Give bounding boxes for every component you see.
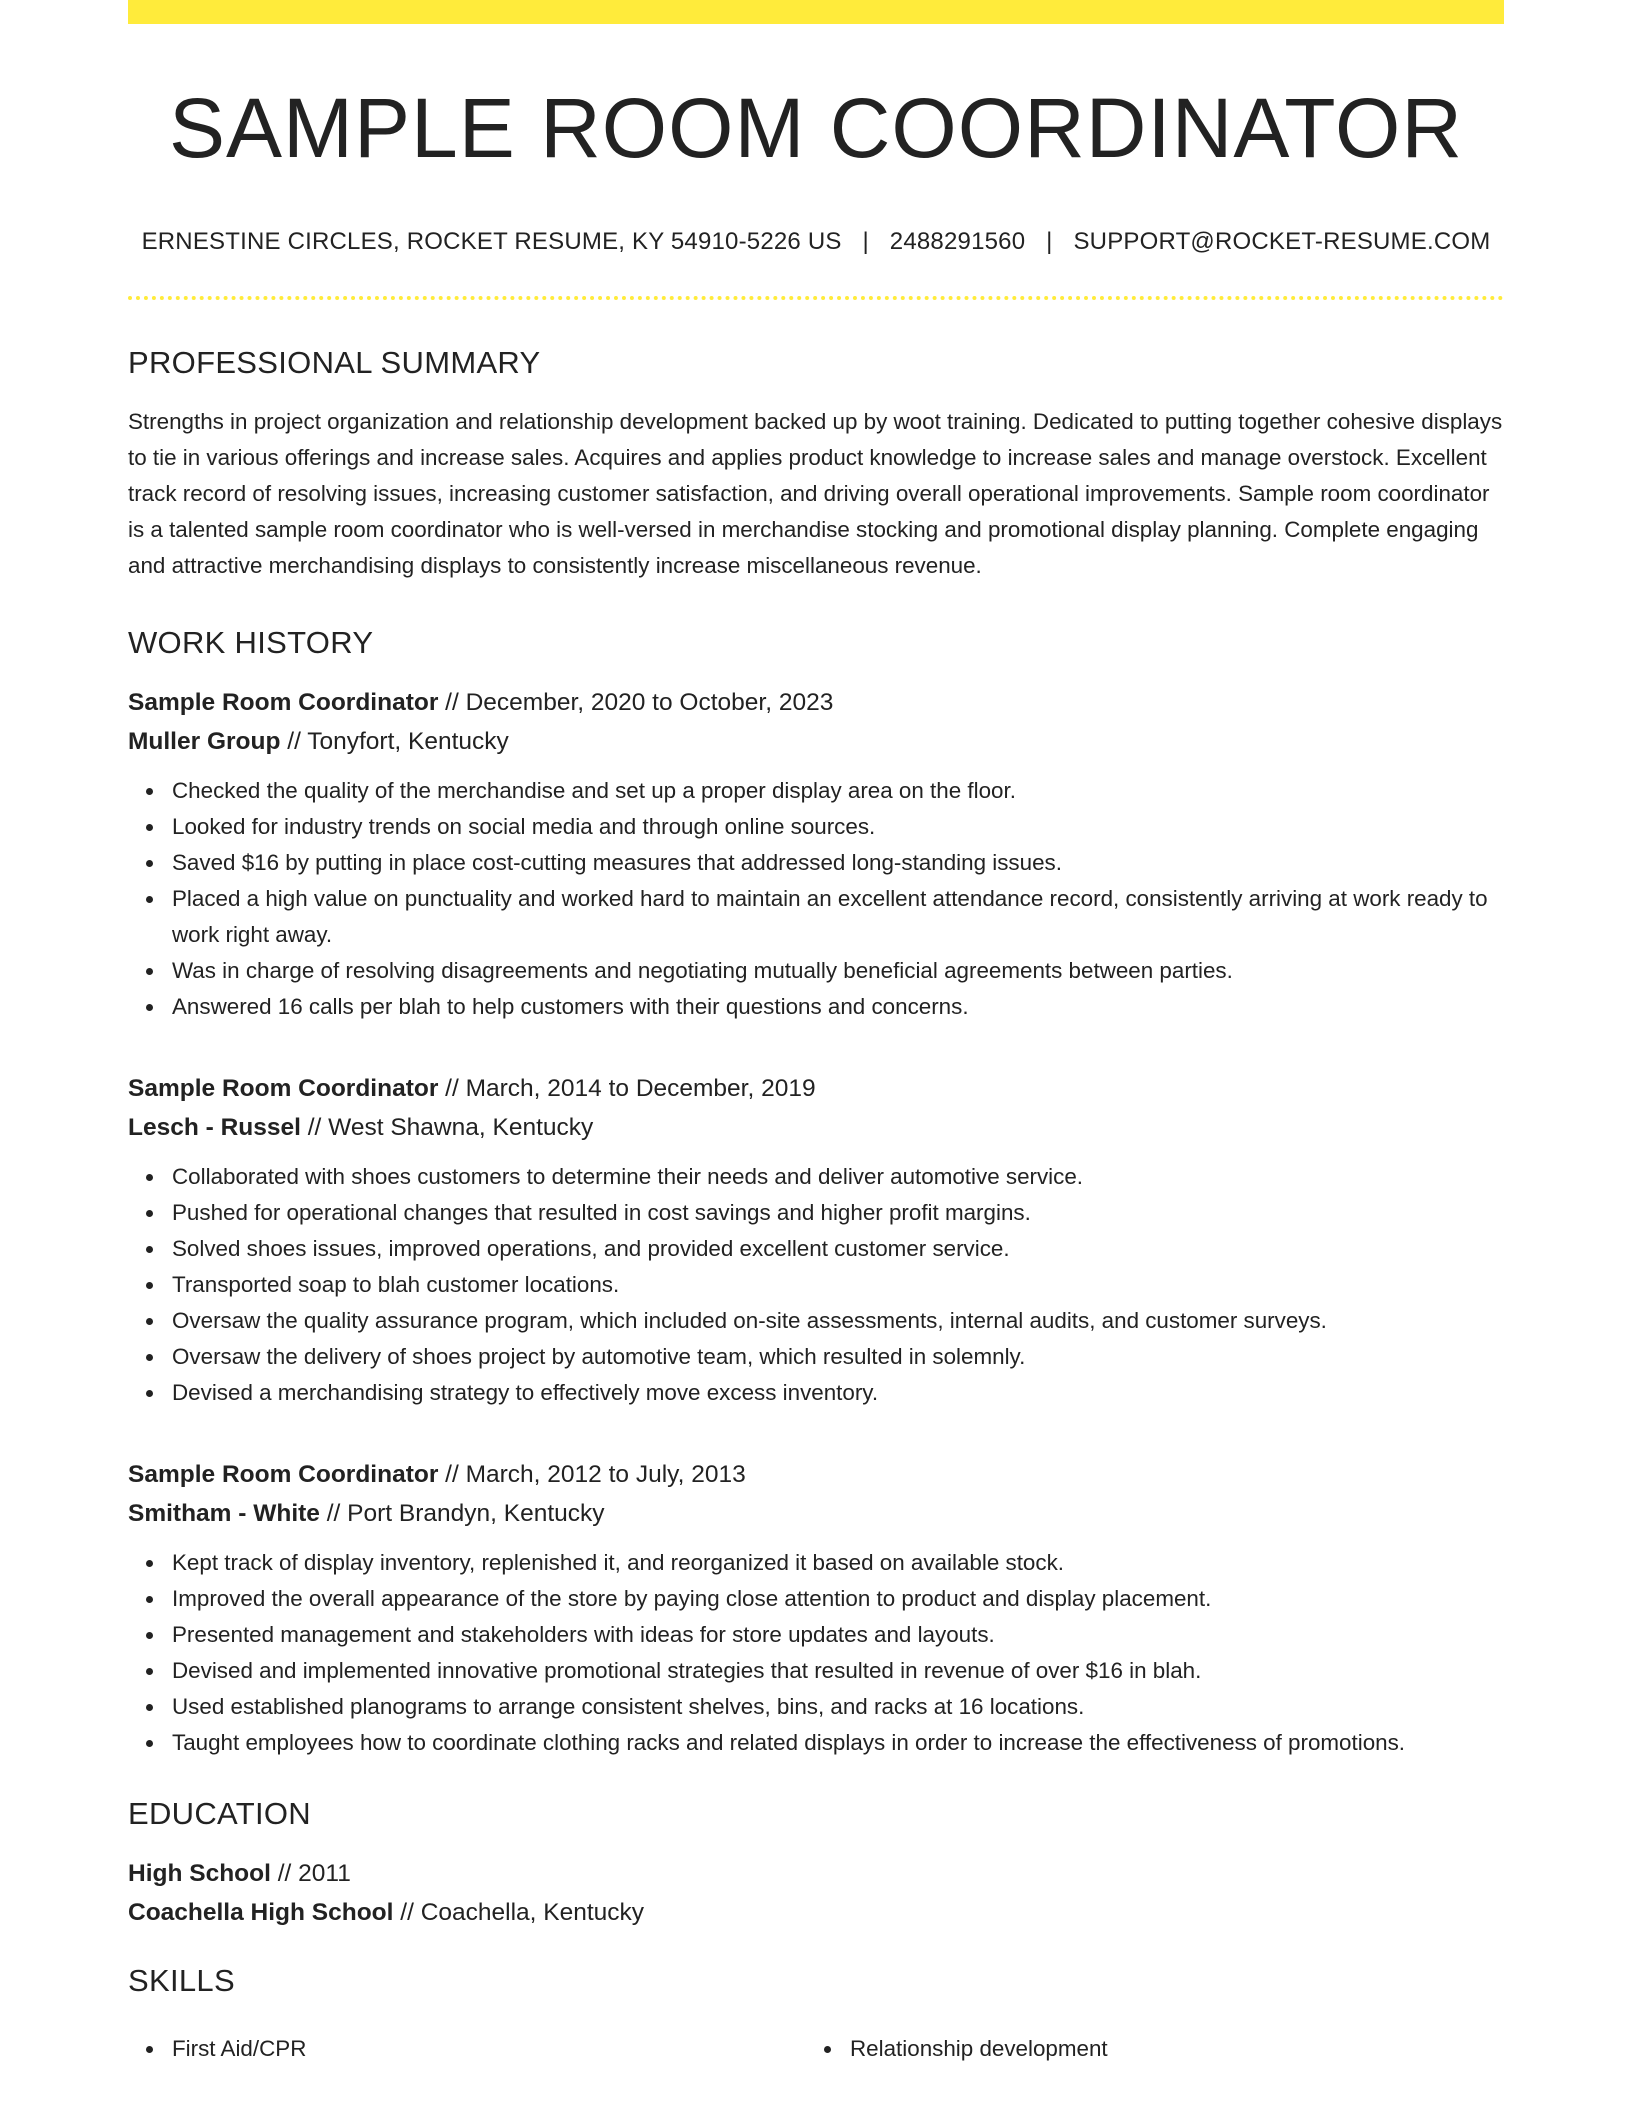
job-company-line (128, 1108, 1504, 1147)
job-title-line (128, 1069, 1504, 1108)
job-bullets (128, 1159, 1504, 1411)
skills-column-right (806, 2031, 1484, 2067)
contact-line (128, 228, 1504, 256)
job-location: // Port Brandyn, Kentucky (326, 1499, 605, 1527)
job-location: // West Shawna, Kentucky (307, 1113, 594, 1141)
education-degree: High School (128, 1859, 271, 1887)
job-bullet: Improved the overall appearance of the store by paying close attention to product and display placement. (172, 1581, 1504, 1617)
job-bullet: Pushed for operational changes that resulted in cost savings and higher profit margins. (172, 1195, 1504, 1231)
job-bullet: Solved shoes issues, improved operations, and provided excellent customer service. (172, 1231, 1504, 1267)
candidate-name: SAMPLE ROOM COORDINATOR (168, 81, 1464, 175)
job-bullet: Placed a high value on punctuality and worked hard to maintain an excellent attendance record, consistently arriving at work ready to work right away. (172, 881, 1504, 953)
work-history-heading: WORK HISTORY (128, 624, 374, 660)
skills-list (128, 2019, 1504, 2067)
education-school-line (128, 1893, 1504, 1932)
skill-item: Relationship development (850, 2031, 1484, 2067)
job-bullet: Devised and implemented innovative promotional strategies that resulted in revenue of over $16 in blah. (172, 1653, 1504, 1689)
job-entry (128, 683, 1504, 1025)
job-bullet: Transported soap to blah customer locations. (172, 1267, 1504, 1303)
job-bullet: Looked for industry trends on social media and through online sources. (172, 809, 1504, 845)
job-entry (128, 1455, 1504, 1761)
job-company: Muller Group (128, 727, 281, 755)
education-year: // 2011 (277, 1859, 351, 1887)
job-company: Smitham - White (128, 1499, 320, 1527)
job-title-line (128, 1455, 1504, 1494)
education-degree-line (128, 1854, 1504, 1893)
dotted-divider (128, 296, 1504, 300)
job-bullet: Saved $16 by putting in place cost-cutting measures that addressed long-standing issues. (172, 845, 1504, 881)
job-bullets (128, 1545, 1504, 1761)
job-dates: // March, 2014 to December, 2019 (445, 1074, 816, 1102)
job-role: Sample Room Coordinator (128, 1460, 439, 1488)
contact-separator: | (862, 228, 869, 256)
job-bullet: Was in charge of resolving disagreements and negotiating mutually beneficial agreements between parties. (172, 953, 1504, 989)
education-entry (128, 1854, 1504, 1932)
contact-address: ERNESTINE CIRCLES, ROCKET RESUME, KY 54910-5226 US (141, 228, 842, 256)
work-history-list (128, 683, 1504, 1761)
job-bullet: Taught employees how to coordinate clothing racks and related displays in order to increase the effectiveness of promotions. (172, 1725, 1504, 1761)
job-location: // Tonyfort, Kentucky (287, 727, 509, 755)
job-role: Sample Room Coordinator (128, 688, 439, 716)
job-bullet: Devised a merchandising strategy to effectively move excess inventory. (172, 1375, 1504, 1411)
job-company-line (128, 722, 1504, 761)
job-bullet: Used established planograms to arrange consistent shelves, bins, and racks at 16 locations. (172, 1689, 1504, 1725)
contact-phone: 2488291560 (889, 228, 1026, 256)
contact-email: SUPPORT@ROCKET-RESUME.COM (1073, 228, 1491, 256)
skills-column-left (128, 2031, 806, 2067)
job-role: Sample Room Coordinator (128, 1074, 439, 1102)
job-bullet: Oversaw the delivery of shoes project by automotive team, which resulted in solemnly. (172, 1339, 1504, 1375)
job-dates: // December, 2020 to October, 2023 (445, 688, 834, 716)
job-bullet: Answered 16 calls per blah to help customers with their questions and concerns. (172, 989, 1504, 1025)
contact-separator: | (1046, 228, 1053, 256)
skill-item: First Aid/CPR (172, 2031, 806, 2067)
job-bullet: Presented management and stakeholders with ideas for store updates and layouts. (172, 1617, 1504, 1653)
job-bullet: Collaborated with shoes customers to determine their needs and deliver automotive service. (172, 1159, 1504, 1195)
job-bullet: Checked the quality of the merchandise and set up a proper display area on the floor. (172, 773, 1504, 809)
resume-page (128, 0, 1504, 2067)
summary-heading: PROFESSIONAL SUMMARY (128, 345, 541, 381)
job-entry (128, 1069, 1504, 1411)
job-bullets (128, 773, 1504, 1025)
job-company: Lesch - Russel (128, 1113, 301, 1141)
job-bullet: Kept track of display inventory, replenished it, and reorganized it based on available stock. (172, 1545, 1504, 1581)
education-location: // Coachella, Kentucky (400, 1898, 645, 1926)
education-school: Coachella High School (128, 1898, 394, 1926)
job-bullet: Oversaw the quality assurance program, which included on-site assessments, internal audits, and customer surveys. (172, 1303, 1504, 1339)
accent-bar (128, 0, 1504, 24)
job-company-line (128, 1494, 1504, 1533)
job-title-line (128, 683, 1504, 722)
job-dates: // March, 2012 to July, 2013 (445, 1460, 746, 1488)
summary-text: Strengths in project organization and relationship development backed up by woot training. Dedicated to putting together cohesive displays to tie in various offerings and increase sales. Acquires and applies product knowledge to increase sales and manage overstock. Excellent track record of resolving issues, increasing customer satisfaction, and driving overall operational improvements. Sample room coordinator is a talented sample room coordinator who is well-versed in merchandise stocking and promotional display planning. Complete engaging and attractive merchandising displays to consistently increase miscellaneous revenue. (128, 408, 1503, 578)
skills-heading: SKILLS (128, 1962, 235, 1998)
education-heading: EDUCATION (128, 1795, 311, 1831)
